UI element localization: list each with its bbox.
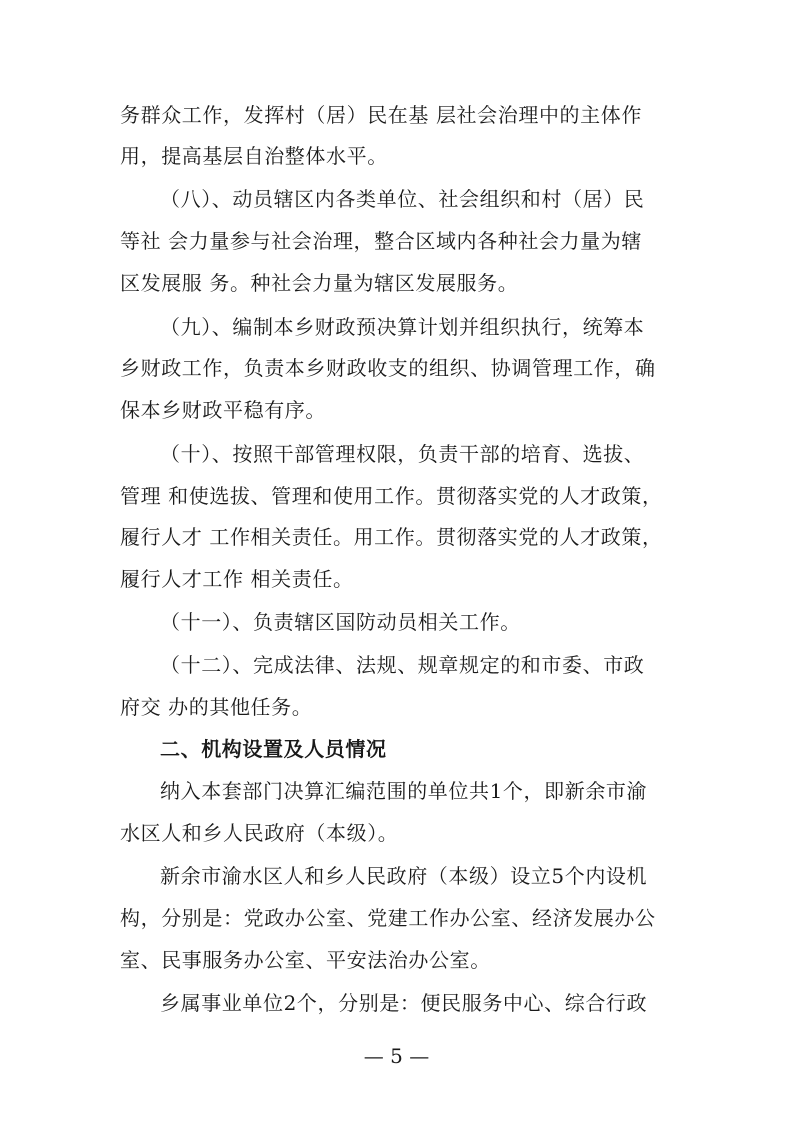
text-line: 保本乡财政平稳有序。 bbox=[120, 398, 326, 422]
text-line: 纳入本套部门决算汇编范围的单位共1个，即新余市渝 bbox=[160, 779, 648, 803]
text-line: 用，提高基层自治整体水平。 bbox=[120, 144, 388, 168]
page-number: — 5 — bbox=[363, 1044, 430, 1068]
text-line: 区发展服 务。种社会力量为辖区发展服务。 bbox=[120, 271, 519, 295]
text-line: 乡属事业单位2个，分别是：便民服务中心、综合行政 bbox=[160, 991, 648, 1015]
section-heading: 二、机构设置及人员情况 bbox=[160, 737, 387, 761]
text-line: （十）、按照干部管理权限，负责干部的培育、选拔、 bbox=[160, 442, 645, 466]
text-line: 等社 会力量参与社会治理，整合区域内各种社会力量为辖 bbox=[120, 229, 642, 253]
text-line: （八）、动员辖区内各类单位、社会组织和村（居）民 bbox=[160, 187, 645, 211]
text-line: 管理 和使选拔、管理和使用工作。贯彻落实党的人才政策， bbox=[120, 484, 663, 508]
text-line: 府交 办的其他任务。 bbox=[120, 695, 313, 719]
text-line: 室、民事服务办公室、平安法治办公室。 bbox=[120, 948, 491, 972]
text-line: （十二）、完成法律、法规、规章规定的和市委、市政 bbox=[160, 653, 645, 677]
text-line: 水区人和乡人民政府（本级）。 bbox=[120, 821, 399, 845]
text-line: （九）、编制本乡财政预决算计划并组织执行，统筹本 bbox=[160, 315, 645, 339]
text-line: （十一）、负责辖区国防动员相关工作。 bbox=[160, 610, 521, 634]
text-line: 履行人才工作 相关责任。 bbox=[120, 567, 354, 591]
text-line: 新余市渝水区人和乡人民政府（本级）设立5个内设机 bbox=[160, 864, 648, 888]
text-line: 乡财政工作，负责本乡财政收支的组织、协调管理工作，确 bbox=[120, 356, 656, 380]
text-line: 务群众工作，发挥村（居）民在基 层社会治理中的主体作 bbox=[120, 103, 642, 127]
text-line: 履行人才 工作相关责任。用工作。贯彻落实党的人才政策， bbox=[120, 525, 663, 549]
text-line: 构，分别是：党政办公室、党建工作办公室、经济发展办公 bbox=[120, 906, 656, 930]
